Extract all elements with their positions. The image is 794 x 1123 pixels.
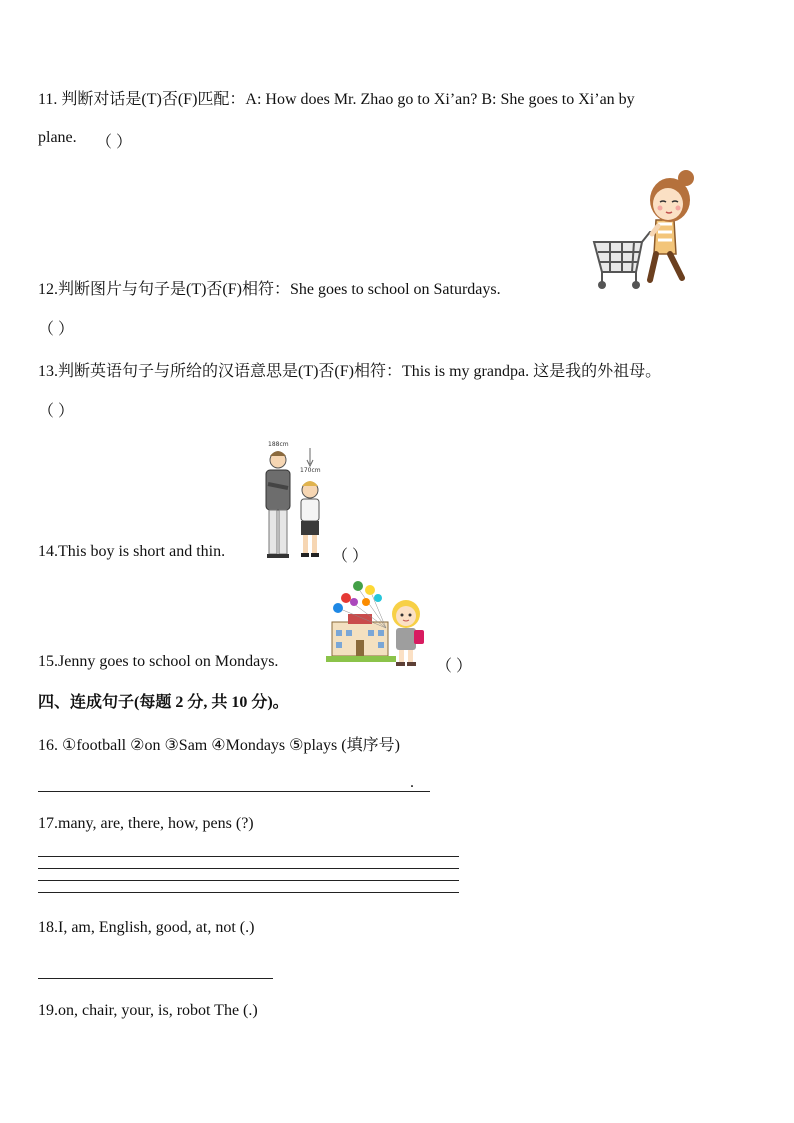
height-label-tall: 188cm bbox=[268, 441, 289, 448]
question-14-text: 14.This boy is short and thin. bbox=[38, 543, 226, 560]
question-17-text: 17.many, are, there, how, pens (?) bbox=[38, 815, 254, 832]
answer-blank-11[interactable]: （ ） bbox=[96, 134, 133, 151]
question-19-text: 19.on, chair, your, is, robot The (.) bbox=[38, 1002, 258, 1019]
answer-blank-13[interactable]: （ ） bbox=[38, 403, 75, 420]
sentence-end-period: . bbox=[410, 774, 414, 791]
answer-line-16[interactable] bbox=[38, 791, 430, 792]
question-18-text: 18.I, am, English, good, at, not (.) bbox=[38, 919, 255, 936]
question-11-line1: 11. 判断对话是(T)否(F)匹配：A: How does Mr. Zhao go to Xi’an? B: She goes to Xi’an by bbox=[38, 91, 635, 108]
girl-shopping-cart-illustration bbox=[590, 168, 700, 293]
man-and-boy-height-illustration bbox=[258, 438, 338, 562]
question-11-line2: plane. bbox=[38, 129, 77, 146]
answer-line-17c[interactable] bbox=[38, 880, 459, 881]
answer-blank-12[interactable]: （ ） bbox=[38, 321, 75, 338]
height-label-short: 170cm bbox=[300, 467, 321, 474]
answer-blank-15[interactable]: （ ） bbox=[436, 658, 473, 675]
section-heading: 四、连成句子(每题 2 分, 共 10 分)。 bbox=[38, 694, 289, 711]
question-12-text: 12.判断图片与句子是(T)否(F)相符：She goes to school on Saturdays. bbox=[38, 281, 501, 298]
question-15-text: 15.Jenny goes to school on Mondays. bbox=[38, 653, 279, 670]
answer-blank-14[interactable]: （ ） bbox=[332, 548, 369, 565]
girl-balloons-school-illustration bbox=[326, 578, 432, 670]
answer-line-17d[interactable] bbox=[38, 892, 459, 893]
question-16-text: 16. ①football ②on ③Sam ④Mondays ⑤plays (填序号) bbox=[38, 737, 400, 754]
answer-line-17a[interactable] bbox=[38, 856, 459, 857]
answer-line-18[interactable] bbox=[38, 978, 273, 979]
question-13-text: 13.判断英语句子与所给的汉语意思是(T)否(F)相符：This is my grandpa. 这是我的外祖母。 bbox=[38, 363, 662, 380]
answer-line-17b[interactable] bbox=[38, 868, 459, 869]
